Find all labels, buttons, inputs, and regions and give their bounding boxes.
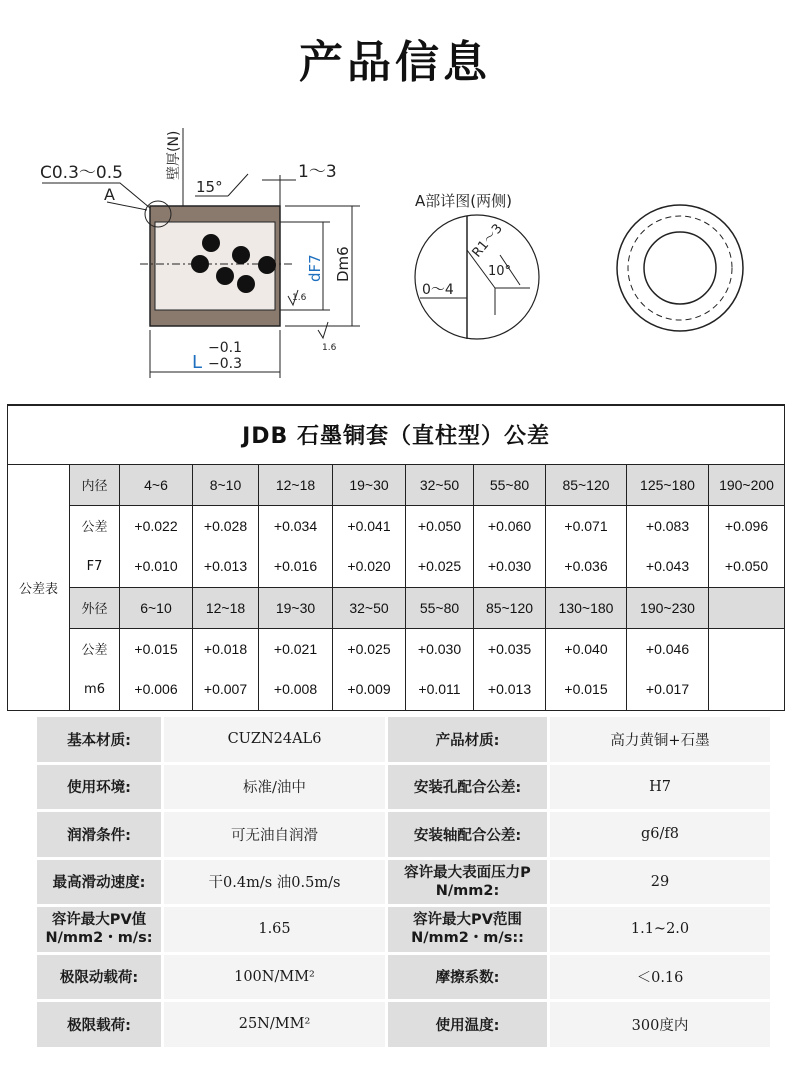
inner-lower: +0.025 bbox=[406, 546, 474, 587]
outer-lower: +0.013 bbox=[474, 669, 546, 710]
inner-upper: +0.022 bbox=[120, 505, 193, 546]
spec-row bbox=[37, 955, 770, 1000]
graphite-dot bbox=[232, 246, 250, 264]
inner-range: 4~6 bbox=[120, 464, 193, 505]
spec-value: 29 bbox=[550, 860, 770, 905]
spec-key: 极限载荷: bbox=[37, 1002, 161, 1047]
inner-tol-label: 公差 bbox=[70, 505, 120, 546]
spec-key-line: N/mm2: bbox=[435, 882, 500, 899]
outer-upper: +0.040 bbox=[546, 628, 627, 669]
outer-upper: +0.021 bbox=[259, 628, 333, 669]
tolerance-table bbox=[7, 404, 785, 711]
outer-lower-empty bbox=[709, 669, 785, 710]
spec-value: 300度内 bbox=[550, 1002, 770, 1047]
inner-range: 12~18 bbox=[259, 464, 333, 505]
angle-label: 15° bbox=[196, 178, 223, 196]
spec-key: 极限动载荷: bbox=[37, 955, 161, 1000]
inner-upper: +0.071 bbox=[546, 505, 627, 546]
spec-value: 可无油自润滑 bbox=[164, 812, 385, 857]
side-label: 公差表 bbox=[8, 464, 70, 710]
inner-lower: +0.016 bbox=[259, 546, 333, 587]
inner-lower: +0.036 bbox=[546, 546, 627, 587]
spec-key: 产品材质: bbox=[388, 717, 547, 762]
bushing-drawing bbox=[0, 110, 790, 400]
spec-key-line: 容许最大PV范围 bbox=[413, 912, 522, 929]
spec-row bbox=[37, 717, 770, 762]
inner-label: 内径 bbox=[70, 464, 120, 505]
graphite-dot bbox=[237, 275, 255, 293]
outer-label: 外径 bbox=[70, 587, 120, 628]
outer-range: 12~18 bbox=[193, 587, 259, 628]
spec-value: 干0.4m/s 油0.5m/s bbox=[164, 860, 385, 905]
inner-upper: +0.028 bbox=[193, 505, 259, 546]
inner-range: 8~10 bbox=[193, 464, 259, 505]
detail-radius: R1～3 bbox=[469, 221, 506, 261]
detail-depth: 0～4 bbox=[422, 282, 454, 298]
graphite-dot bbox=[258, 256, 276, 274]
outer-lower: +0.007 bbox=[193, 669, 259, 710]
spec-row bbox=[37, 1002, 770, 1047]
outer-lower: +0.011 bbox=[406, 669, 474, 710]
spec-key: 润滑条件: bbox=[37, 812, 161, 857]
spec-row bbox=[37, 812, 770, 857]
inner-lower: +0.010 bbox=[120, 546, 193, 587]
inner-upper: +0.041 bbox=[333, 505, 406, 546]
chamfer-leader bbox=[42, 183, 150, 208]
length-tol-lower: −0.3 bbox=[208, 356, 242, 372]
outer-lower: +0.008 bbox=[259, 669, 333, 710]
spec-key: 基本材质: bbox=[37, 717, 161, 762]
length-tol-upper: −0.1 bbox=[208, 340, 242, 356]
graphite-dot bbox=[216, 267, 234, 285]
outer-range: 130~180 bbox=[546, 587, 627, 628]
roughness-label: 1.6 bbox=[292, 293, 307, 303]
spec-row bbox=[37, 907, 770, 952]
spec-value: 标准/油中 bbox=[164, 765, 385, 810]
page-title: 产品信息 bbox=[299, 37, 491, 88]
spec-key bbox=[388, 907, 547, 952]
outer-lower: +0.017 bbox=[627, 669, 709, 710]
inner-upper: +0.050 bbox=[406, 505, 474, 546]
inner-dia-label: dF7 bbox=[306, 254, 324, 282]
spec-key bbox=[388, 860, 547, 905]
outer-range: 190~230 bbox=[627, 587, 709, 628]
spec-key: 使用温度: bbox=[388, 1002, 547, 1047]
spec-key: 使用环境: bbox=[37, 765, 161, 810]
inner-range: 190~200 bbox=[709, 464, 785, 505]
outer-lower: +0.009 bbox=[333, 669, 406, 710]
graphite-dot bbox=[202, 234, 220, 252]
outer-upper-empty bbox=[709, 628, 785, 669]
outer-fit: m6 bbox=[70, 669, 120, 710]
graphite-dot bbox=[191, 255, 209, 273]
outer-range: 32~50 bbox=[333, 587, 406, 628]
spec-key: 安装轴配合公差: bbox=[388, 812, 547, 857]
outer-upper: +0.025 bbox=[333, 628, 406, 669]
inner-lower: +0.013 bbox=[193, 546, 259, 587]
spec-row bbox=[37, 765, 770, 810]
tolerance-title: JDB 石墨铜套（直柱型）公差 bbox=[8, 405, 785, 464]
length-label: L bbox=[192, 352, 203, 373]
outer-range-empty bbox=[709, 587, 785, 628]
inner-fit: F7 bbox=[70, 546, 120, 587]
chamfer-label: C0.3～0.5 bbox=[40, 163, 123, 183]
inner-range: 19~30 bbox=[333, 464, 406, 505]
detail-angle: 10° bbox=[488, 264, 512, 279]
spec-key bbox=[37, 907, 161, 952]
spec-value: 100N/MM² bbox=[164, 955, 385, 1000]
detail-a-view bbox=[415, 215, 539, 339]
spec-value: 高力黄铜+石墨 bbox=[550, 717, 770, 762]
outer-range: 19~30 bbox=[259, 587, 333, 628]
outer-upper: +0.035 bbox=[474, 628, 546, 669]
outer-range: 55~80 bbox=[406, 587, 474, 628]
inner-range: 55~80 bbox=[474, 464, 546, 505]
inner-lower: +0.043 bbox=[627, 546, 709, 587]
len-range-label: 1～3 bbox=[298, 162, 337, 182]
inner-lower: +0.020 bbox=[333, 546, 406, 587]
outer-lower: +0.015 bbox=[546, 669, 627, 710]
spec-value: CUZN24AL6 bbox=[164, 717, 385, 762]
outer-upper: +0.030 bbox=[406, 628, 474, 669]
spec-value: 1.65 bbox=[164, 907, 385, 952]
outer-upper: +0.015 bbox=[120, 628, 193, 669]
spec-key: 安装孔配合公差: bbox=[388, 765, 547, 810]
spec-value: 25N/MM² bbox=[164, 1002, 385, 1047]
detail-ref-label: A bbox=[104, 185, 115, 204]
inner-lower: +0.050 bbox=[709, 546, 785, 587]
outer-upper: +0.046 bbox=[627, 628, 709, 669]
inner-lower: +0.030 bbox=[474, 546, 546, 587]
inner-upper: +0.096 bbox=[709, 505, 785, 546]
spec-value: g6/f8 bbox=[550, 812, 770, 857]
spec-key-line: 容许最大PV值 bbox=[51, 912, 147, 929]
spec-key-line: N/mm2・m/s:: bbox=[411, 930, 524, 947]
outer-range: 6~10 bbox=[120, 587, 193, 628]
detail-title: A部详图(两侧) bbox=[415, 192, 512, 210]
outer-range: 85~120 bbox=[474, 587, 546, 628]
inner-upper: +0.083 bbox=[627, 505, 709, 546]
inner-range: 125~180 bbox=[627, 464, 709, 505]
outer-upper: +0.018 bbox=[193, 628, 259, 669]
outer-lower: +0.006 bbox=[120, 669, 193, 710]
ring-outer bbox=[617, 205, 743, 331]
inner-range: 32~50 bbox=[406, 464, 474, 505]
spec-row bbox=[37, 860, 770, 905]
spec-key-line: 容许最大表面压力P bbox=[404, 864, 531, 881]
inner-range: 85~120 bbox=[546, 464, 627, 505]
spec-table bbox=[34, 714, 773, 1050]
outer-tol-label: 公差 bbox=[70, 628, 120, 669]
spec-value: ＜0.16 bbox=[550, 955, 770, 1000]
roughness-label-2: 1.6 bbox=[322, 343, 337, 353]
ring-inner bbox=[644, 232, 716, 304]
spec-value: 1.1~2.0 bbox=[550, 907, 770, 952]
inner-upper: +0.034 bbox=[259, 505, 333, 546]
spec-key: 摩擦系数: bbox=[388, 955, 547, 1000]
spec-key: 最高滑动速度: bbox=[37, 860, 161, 905]
spec-value: H7 bbox=[550, 765, 770, 810]
spec-key-line: N/mm2・m/s: bbox=[45, 930, 153, 947]
outer-dia-label: Dm6 bbox=[334, 246, 352, 282]
inner-upper: +0.060 bbox=[474, 505, 546, 546]
wall-label: 壁厚(N) bbox=[166, 130, 182, 180]
